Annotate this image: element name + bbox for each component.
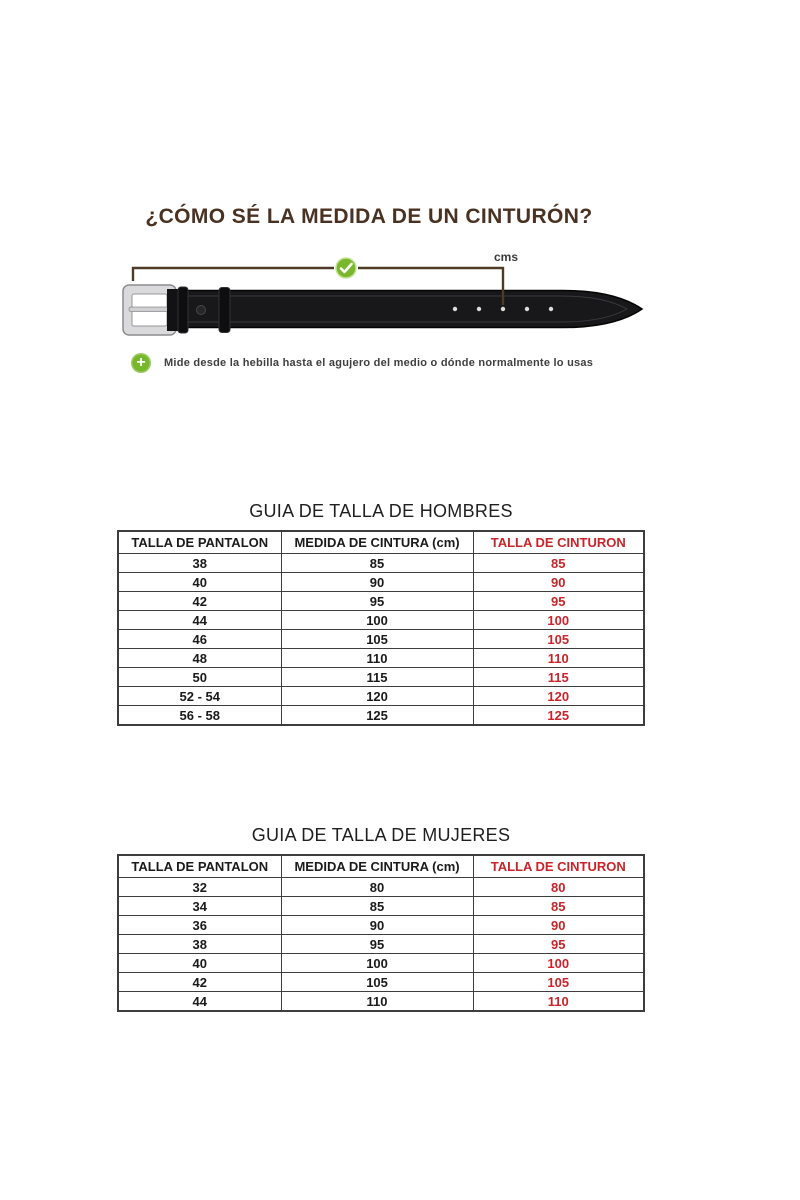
table-cell: 110 — [473, 649, 644, 668]
table-cell: 105 — [281, 630, 473, 649]
measure-note — [131, 353, 593, 373]
table-cell: 44 — [118, 611, 281, 630]
header-medida-cintura: MEDIDA DE CINTURA (cm) — [281, 855, 473, 878]
table-cell: 115 — [281, 668, 473, 687]
table-row — [118, 630, 644, 649]
table-row — [118, 649, 644, 668]
table-cell: 85 — [281, 554, 473, 573]
cms-label: cms — [493, 250, 519, 264]
header-medida-cintura: MEDIDA DE CINTURA (cm) — [281, 531, 473, 554]
table-cell: 110 — [281, 649, 473, 668]
table-row — [118, 973, 644, 992]
table-row — [118, 573, 644, 592]
table-cell: 100 — [473, 611, 644, 630]
table-row — [118, 554, 644, 573]
table-cell: 95 — [281, 935, 473, 954]
women-size-table — [117, 854, 645, 1012]
table-cell: 46 — [118, 630, 281, 649]
belt-illustration — [115, 243, 660, 353]
belt-strap — [173, 291, 642, 328]
table-cell: 90 — [281, 916, 473, 935]
table-cell: 90 — [473, 916, 644, 935]
table-row — [118, 687, 644, 706]
table-cell: 36 — [118, 916, 281, 935]
table-cell: 120 — [473, 687, 644, 706]
table-cell: 38 — [118, 935, 281, 954]
table-cell: 105 — [473, 630, 644, 649]
table-cell: 95 — [281, 592, 473, 611]
table-cell: 85 — [473, 554, 644, 573]
table-row — [118, 706, 644, 726]
table-cell: 120 — [281, 687, 473, 706]
table-cell: 42 — [118, 592, 281, 611]
table-row — [118, 878, 644, 897]
header-talla-pantalon: TALLA DE PANTALON — [118, 531, 281, 554]
table-row — [118, 592, 644, 611]
header-talla-cinturon: TALLA DE CINTURON — [473, 855, 644, 878]
table-row — [118, 668, 644, 687]
table-cell: 100 — [281, 611, 473, 630]
table-cell: 85 — [281, 897, 473, 916]
table-cell: 110 — [281, 992, 473, 1012]
table-cell: 105 — [473, 973, 644, 992]
table-header-row — [118, 855, 644, 878]
table-cell: 50 — [118, 668, 281, 687]
table-cell: 42 — [118, 973, 281, 992]
check-circle-icon — [336, 258, 356, 278]
table-cell: 80 — [473, 878, 644, 897]
table-cell: 115 — [473, 668, 644, 687]
table-cell: 80 — [281, 878, 473, 897]
plus-circle-icon: + — [131, 353, 151, 373]
table-cell: 32 — [118, 878, 281, 897]
header-talla-pantalon: TALLA DE PANTALON — [118, 855, 281, 878]
table-cell: 95 — [473, 935, 644, 954]
table-cell: 90 — [473, 573, 644, 592]
page-title: ¿CÓMO SÉ LA MEDIDA DE UN CINTURÓN? — [145, 205, 593, 228]
table-row — [118, 992, 644, 1012]
belt-rivet — [197, 306, 206, 315]
table-cell: 38 — [118, 554, 281, 573]
table-cell: 90 — [281, 573, 473, 592]
table-cell: 48 — [118, 649, 281, 668]
buckle-prong — [129, 307, 169, 312]
women-table-title: GUIA DE TALLA DE MUJERES — [251, 825, 511, 845]
table-row — [118, 935, 644, 954]
table-row — [118, 916, 644, 935]
table-cell: 110 — [473, 992, 644, 1012]
table-row — [118, 897, 644, 916]
table-cell: 100 — [281, 954, 473, 973]
table-row — [118, 611, 644, 630]
table-cell: 125 — [473, 706, 644, 726]
men-table-title: GUIA DE TALLA DE HOMBRES — [249, 501, 513, 521]
table-row — [118, 954, 644, 973]
table-cell: 52 - 54 — [118, 687, 281, 706]
table-cell: 100 — [473, 954, 644, 973]
table-cell: 34 — [118, 897, 281, 916]
header-talla-cinturon: TALLA DE CINTURON — [473, 531, 644, 554]
table-cell: 95 — [473, 592, 644, 611]
table-cell: 85 — [473, 897, 644, 916]
table-cell: 40 — [118, 954, 281, 973]
table-header-row — [118, 531, 644, 554]
measure-note-text: Mide desde la hebilla hasta el agujero del medio o dónde normalmente lo usas — [164, 357, 594, 369]
table-cell: 56 - 58 — [118, 706, 281, 726]
table-cell: 44 — [118, 992, 281, 1012]
men-size-table — [117, 530, 645, 726]
table-cell: 125 — [281, 706, 473, 726]
table-cell: 105 — [281, 973, 473, 992]
table-cell: 40 — [118, 573, 281, 592]
